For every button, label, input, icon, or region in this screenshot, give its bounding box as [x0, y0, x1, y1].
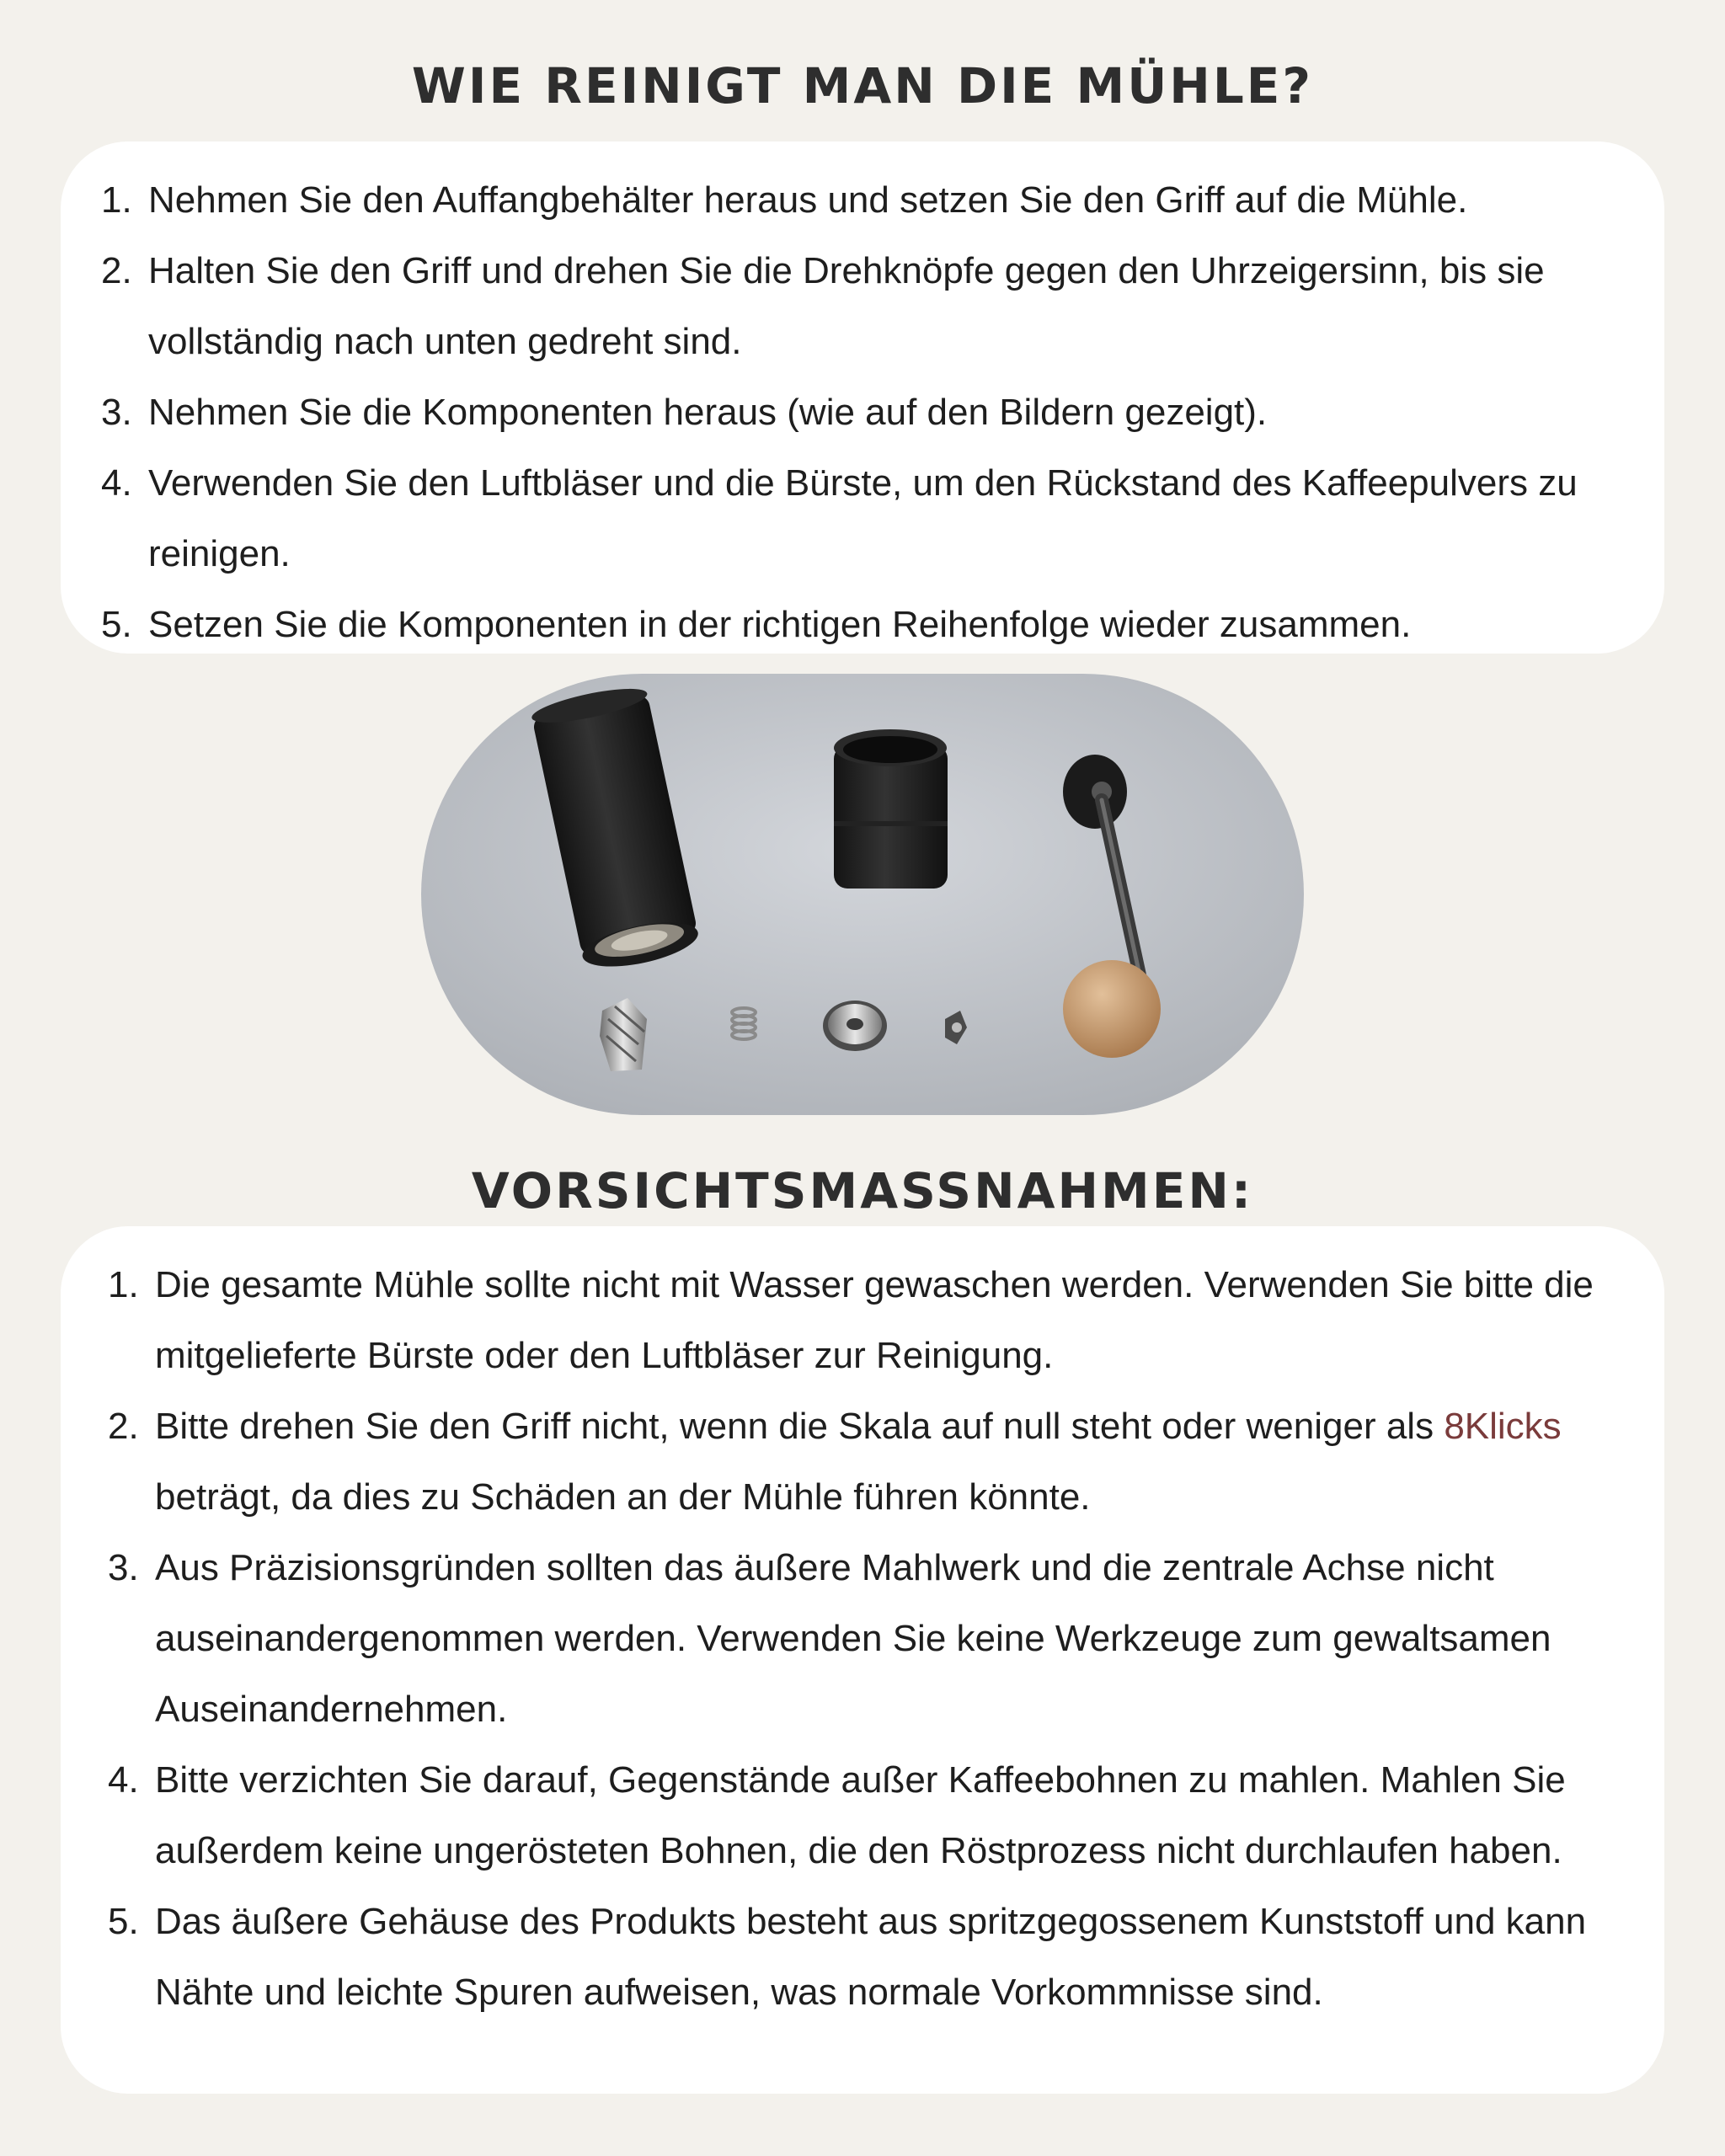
step-text: Verwenden Sie den Luftbläser und die Bürste, um den Rückstand des Kaffeepulvers zu reinigen.	[148, 462, 1578, 574]
catch-cup-icon	[834, 729, 948, 889]
step-text: Halten Sie den Griff und drehen Sie die Drehknöpfe gegen den Uhrzeigersinn, bis sie vollständig nach unten gedreht sind.	[148, 250, 1545, 362]
cleaning-heading: WIE REINIGT MAN DIE MÜHLE?	[411, 57, 1314, 115]
item-text-before: Bitte drehen Sie den Griff nicht, wenn die Skala auf null steht oder weniger als	[155, 1406, 1445, 1447]
cleaning-steps-list	[101, 165, 1648, 660]
item-number: 3.	[108, 1547, 139, 1588]
precautions-heading: VORSICHTSMASSNAHMEN:	[471, 1162, 1254, 1219]
item-text-after: beträgt, da dies zu Schäden an der Mühle führen könnte.	[155, 1476, 1091, 1518]
step-number: 2.	[101, 250, 132, 291]
item-number: 4.	[108, 1759, 139, 1801]
item-text: Das äußere Gehäuse des Produkts besteht aus spritzgegossenem Kunststoff und kann Nähte und leichte Spuren aufweisen, was normale Vorkommnisse sind.	[155, 1901, 1587, 2013]
list-item	[101, 590, 1648, 660]
list-item	[108, 1250, 1648, 1391]
list-item	[101, 165, 1648, 236]
item-number: 1.	[108, 1264, 139, 1305]
step-number: 5.	[101, 604, 132, 645]
list-item	[108, 1886, 1648, 2028]
cleaning-steps-card	[61, 141, 1664, 654]
list-item	[101, 236, 1648, 377]
step-text: Setzen Sie die Komponenten in der richtigen Reihenfolge wieder zusammen.	[148, 604, 1412, 645]
adjustment-dial-icon	[823, 1001, 887, 1051]
step-number: 1.	[101, 179, 132, 221]
clicks-highlight: 8Klicks	[1444, 1406, 1562, 1447]
grinder-parts-photo	[421, 674, 1304, 1115]
item-text: Die gesamte Mühle sollte nicht mit Wasser gewaschen werden. Verwenden Sie bitte die mitgelieferte Bürste oder den Luftbläser zur Reinigung.	[155, 1264, 1594, 1376]
item-text: Bitte verzichten Sie darauf, Gegenstände außer Kaffeebohnen zu mahlen. Mahlen Sie außerdem keine ungerösteten Bohnen, die den Röstprozess nicht durchlaufen haben.	[155, 1759, 1566, 1871]
item-number: 5.	[108, 1901, 139, 1942]
item-number: 2.	[108, 1406, 139, 1447]
item-text: Aus Präzisionsgründen sollten das äußere Mahlwerk und die zentrale Achse nicht auseinandergenommen werden. Verwenden Sie keine Werkzeuge zum gewaltsamen Auseinandernehmen.	[155, 1547, 1551, 1730]
list-item	[108, 1533, 1648, 1745]
step-number: 4.	[101, 462, 132, 504]
list-item	[101, 448, 1648, 590]
step-number: 3.	[101, 392, 132, 433]
precautions-card	[61, 1226, 1664, 2094]
list-item	[108, 1391, 1648, 1533]
list-item	[108, 1745, 1648, 1886]
list-item	[101, 377, 1648, 448]
step-text: Nehmen Sie den Auffangbehälter heraus und setzen Sie den Griff auf die Mühle.	[148, 179, 1468, 221]
precautions-list	[108, 1250, 1648, 2028]
step-text: Nehmen Sie die Komponenten heraus (wie auf den Bildern gezeigt).	[148, 392, 1268, 433]
